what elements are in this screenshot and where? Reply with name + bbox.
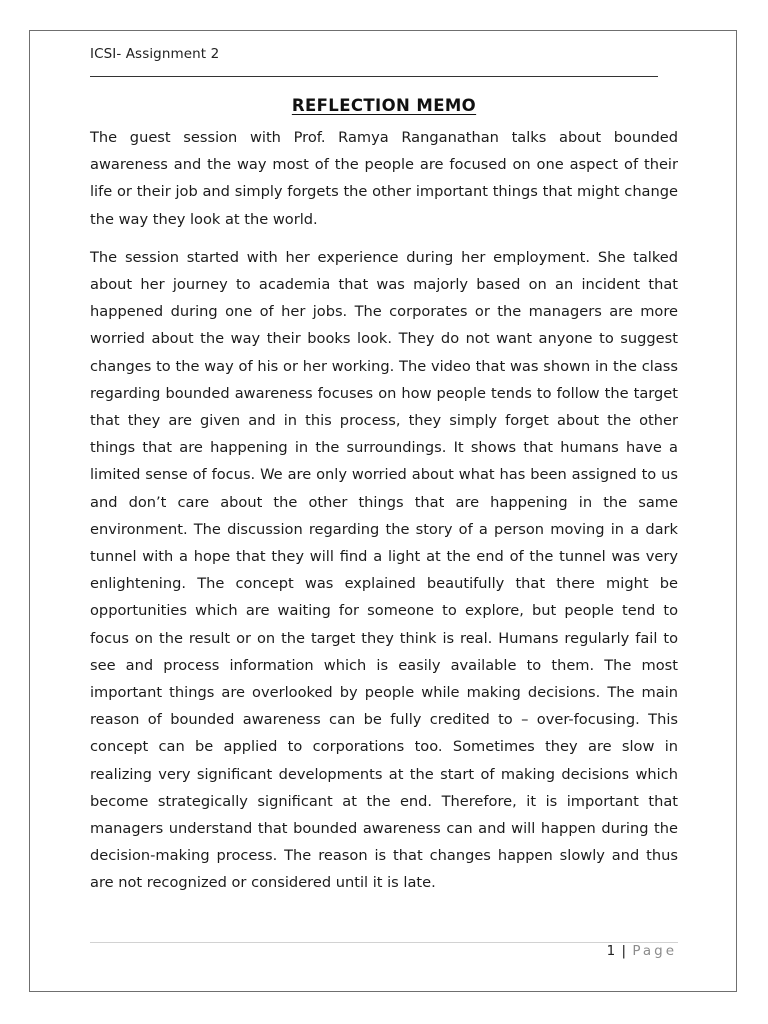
paragraph-session: The session started with her experience during her employment. She talked about her journey to academia that was majorly based on an incident that happened during one of her jobs. The corporates or the managers are more worried about the way their books look. They do not want anyone to suggest changes to the way of his or her working. The video that was shown in the class regarding bounded awareness focuses on how people tends to follow the target that they are given and in this process, they simply forget about the other things that are happening in the surroundings. It shows that humans have a limited sense of focus. We are only worried about what has been assigned to us and don’t care about the other things that are happening in the same environment. The discussion regarding the story of a person moving in a dark tunnel with a hope that they will find a light at the end of the tunnel was very enlightening. The concept was explained beautifully that there might be opportunities which are waiting for someone to explore, but people tend to focus on the result or on the target they think is real. Humans regularly fail to see and process information which is easily available to them. The most important things are overlooked by people while making decisions. The main reason of bounded awareness can be fully credited to – over-focusing. This concept can be applied to corporations too. Sometimes they are slow in realizing very significant developments at the start of making decisions which become strategically significant at the end. Therefore, it is important that managers understand that bounded awareness can and will happen during the decision-making process. The reason is that changes happen slowly and thus are not recognized or considered until it is late. bbox=[90, 248, 678, 892]
page-footer bbox=[607, 943, 677, 959]
page-label: Page bbox=[632, 943, 677, 959]
header-divider bbox=[90, 76, 658, 77]
footer-divider bbox=[90, 942, 678, 943]
page-number: 1 bbox=[606, 943, 616, 959]
document-page bbox=[29, 30, 737, 992]
footer-separator: | bbox=[621, 943, 627, 959]
paragraph-intro: The guest session with Prof. Ramya Ranganathan talks about bounded awareness and the way most of the people are focused on one aspect of their life or their job and simply forgets the other important things that might change the way they look at the world. bbox=[90, 129, 678, 228]
document-title: REFLECTION MEMO bbox=[291, 96, 477, 115]
document-body bbox=[90, 124, 678, 897]
page-header: ICSI- Assignment 2 bbox=[90, 46, 220, 62]
